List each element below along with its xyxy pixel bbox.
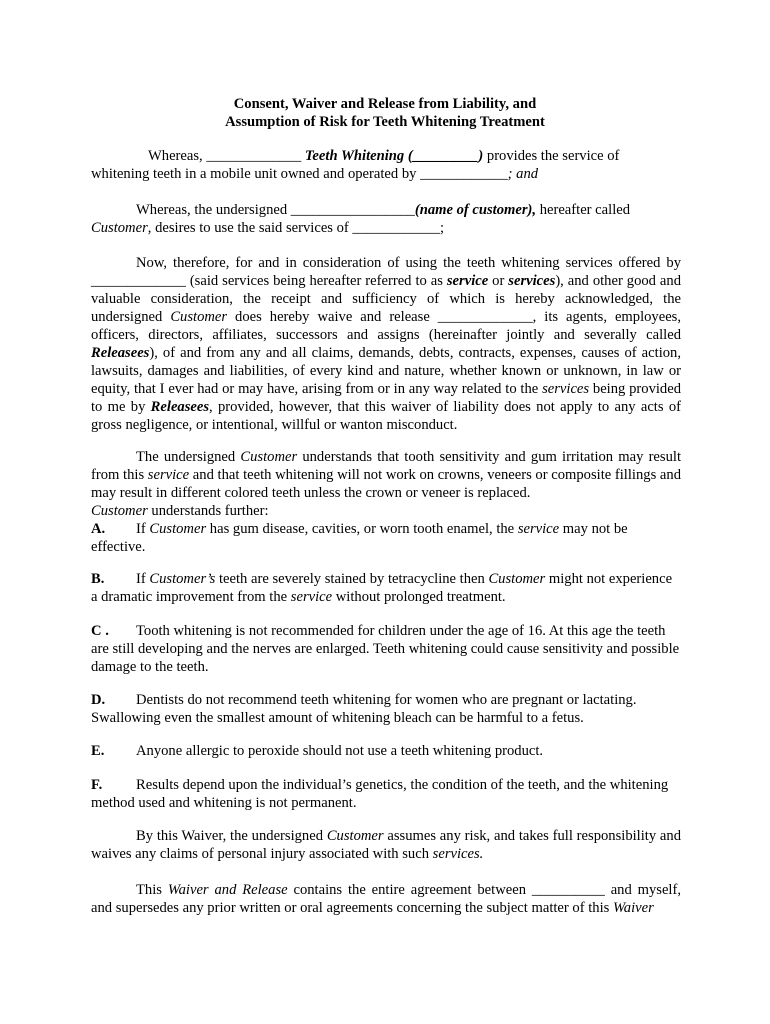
list-item-b: B. If Customer’s teeth are severely stained by tetracycline then Customer might not experience a dramatic improvement from the service without prolonged treatment.: [91, 571, 673, 605]
list-item-d: D. Dentists do not recommend teeth whitening for women who are pregnant or lactating. Swallowing even the smallest amount of whitening bleach can be harmful to a fetus.: [91, 692, 637, 726]
paragraph-whereas-provider: Whereas, _____________ Teeth Whitening (_________) provides the service of whitening teeth in a mobile unit owned and operated by ____________; and: [91, 148, 620, 182]
title-line-2: Assumption of Risk for Teeth Whitening Treatment: [225, 114, 545, 130]
paragraph-entire-agreement: This Waiver and Release contains the entire agreement between __________ and myself, and supersedes any prior written or oral agreements concerning the subject matter of this Waiver: [91, 882, 681, 916]
paragraph-understanding: The undersigned Customer understands that tooth sensitivity and gum irritation may result from this service and that teeth whitening will not work on crowns, veneers or composite fillings and may result in different colored teeth unless the crown or veneer is replaced. Customer understands further: A. If Customer has gum disease, cavities, or worn tooth enamel, the service may not be effective.: [91, 449, 681, 555]
paragraph-release: Now, therefore, for and in consideration of using the teeth whitening services offered by _____________ (said services being hereafter referred to as service or services), and other good and valuable consideration, the receipt and sufficiency of which is hereby acknowledged, the undersigned Customer does hereby waive and release _____________, its agents, employees, officers, directors, affiliates, successors and assigns (hereinafter jointly and severally called Releasees), of and from any and all claims, demands, debts, contracts, expenses, causes of action, lawsuits, damages and liabilities, of every kind and nature, whether known or unknown, in law or equity, that I ever had or may have, arising from or in any way related to the services being provided to me by Releasees, provided, however, that this waiver of liability does not apply to any acts of gross negligence, or intentional, willful or wanton misconduct.: [91, 255, 681, 433]
list-item-c: C . Tooth whitening is not recommended for children under the age of 16. At this age the teeth are still developing and the nerves are enlarged. Teeth whitening could cause sensitivity and possible damage to the teeth.: [91, 623, 680, 675]
paragraph-assumption-of-risk: By this Waiver, the undersigned Customer assumes any risk, and takes full responsibility and waives any claims of personal injury associated with such services.: [91, 828, 681, 862]
title-line-1: Consent, Waiver and Release from Liability, and: [233, 96, 537, 112]
list-item-a: A. If Customer has gum disease, cavities, or worn tooth enamel, the service may not be effective.: [91, 521, 628, 555]
list-item-e: E. Anyone allergic to peroxide should not use a teeth whitening product.: [91, 743, 544, 759]
paragraph-whereas-customer: Whereas, the undersigned _________________(name of customer), hereafter called Customer, desires to use the said services of ____________;: [91, 202, 631, 236]
document-title: [0, 95, 770, 131]
list-item-f: F. Results depend upon the individual’s genetics, the condition of the teeth, and the whitening method used and whitening is not permanent.: [91, 777, 669, 811]
